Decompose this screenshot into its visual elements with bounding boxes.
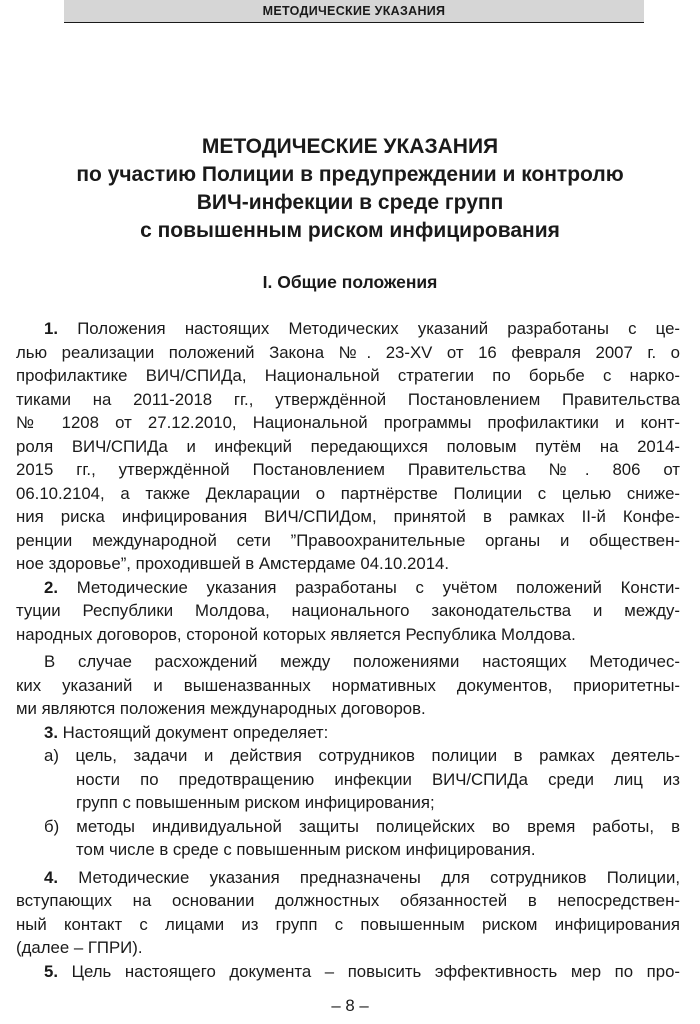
text-line: ренции международной сети ”Правоохранительные органы и обществен- bbox=[16, 530, 680, 550]
text-line: ния риска инфицирования ВИЧ/СПИДом, принятой в рамках II-й Конфе- bbox=[16, 507, 680, 526]
title-line: ВИЧ-инфекции в среде групп bbox=[196, 191, 504, 214]
paragraph-number: 1. bbox=[44, 319, 58, 338]
text-line: ный контакт с лицами из групп с повышенным риском инфицирования bbox=[16, 914, 680, 934]
title-line: МЕТОДИЧЕСКИЕ УКАЗАНИЯ bbox=[201, 135, 499, 158]
text-line: лью реализации положений Закона №. 23-XV от 16 февраля 2007 г. о bbox=[16, 342, 680, 362]
paragraph-number: 4. bbox=[44, 867, 58, 887]
text-line bbox=[16, 960, 680, 984]
text-line: вступающих на основании должностных обязанностей в непосредствен- bbox=[16, 891, 680, 910]
title-line: по участию Полиции в предупреждении и контролю bbox=[76, 163, 624, 186]
text-line: ности по предотвращению инфекции ВИЧ/СПИДа среди лиц из bbox=[76, 769, 680, 789]
text-line: б) методы индивидуальной защиты полицейских во время работы, в bbox=[44, 816, 680, 836]
text-line: ное здоровье”, проходившей в Амстердаме 04.10.2014. bbox=[16, 554, 450, 573]
text-line bbox=[16, 576, 680, 600]
text-line: роля ВИЧ/СПИДа и инфекций передающихся половым путём на 2014- bbox=[16, 436, 680, 456]
text-line bbox=[16, 866, 680, 890]
text-line: ми являются положения международных договоров. bbox=[16, 699, 426, 718]
text-fragment: Методические указания разработаны с учётом положений Консти- bbox=[58, 577, 680, 597]
text-fragment: Методические указания предназначены для сотрудников Полиции, bbox=[58, 867, 680, 887]
text-line: № 1208 от 27.12.2010, Национальной программы профилактики и конт- bbox=[16, 413, 680, 432]
list-item-b bbox=[16, 815, 680, 862]
text-line: 06.10.2104, а также Декларации о партнёрстве Полиции с целью сниже- bbox=[16, 483, 680, 503]
paragraph-1 bbox=[16, 317, 680, 576]
paragraph-5 bbox=[16, 960, 680, 984]
text-line: том числе в среде с повышенным риском инфицирования. bbox=[76, 840, 536, 859]
paragraph-2b bbox=[16, 650, 680, 721]
page-number: – 8 – bbox=[331, 996, 369, 1015]
running-header: МЕТОДИЧЕСКИЕ УКАЗАНИЯ bbox=[64, 0, 644, 23]
text-line: а) цель, задачи и действия сотрудников полиции в рамках деятель- bbox=[44, 746, 680, 765]
paragraph-number: 2. bbox=[44, 577, 58, 597]
title-line: с повышенным риском инфицирования bbox=[140, 219, 560, 242]
paragraph-3 bbox=[16, 721, 680, 745]
text-line: ких указаний и вышеназванных нормативных документов, приоритетны- bbox=[16, 675, 680, 695]
text-line: тиками на 2011-2018 гг., утверждённой Постановлением Правительства bbox=[16, 389, 680, 409]
paragraph-number: 3. bbox=[44, 722, 58, 742]
text-line: групп с повышенным риском инфицирования; bbox=[76, 793, 435, 812]
text-line: (далее – ГПРИ). bbox=[16, 938, 143, 957]
paragraph-4 bbox=[16, 866, 680, 960]
paragraph-number: 5. bbox=[44, 961, 58, 981]
text-line bbox=[16, 721, 680, 745]
text-line: туции Республики Молдова, национального законодательства и между- bbox=[16, 601, 680, 620]
text-line bbox=[16, 317, 680, 341]
text-fragment: Настоящий документ определяет: bbox=[58, 722, 329, 742]
text-line: народных договоров, стороной которых является Республика Молдова. bbox=[16, 624, 576, 644]
body-text bbox=[16, 317, 680, 983]
paragraph-2 bbox=[16, 576, 680, 647]
text-line: В случае расхождений между положениями настоящих Методичес- bbox=[44, 652, 680, 671]
section-heading: I. Общие положения bbox=[262, 272, 438, 292]
text-line: 2015 гг., утверждённой Постановлением Правительства №. 806 от bbox=[16, 460, 680, 479]
text-fragment: Цель настоящего документа – повысить эффективность мер по про- bbox=[58, 961, 680, 981]
list-item-a bbox=[16, 744, 680, 815]
document-title bbox=[10, 133, 690, 245]
text-fragment: Положения настоящих Методических указаний разработаны с це- bbox=[58, 319, 680, 338]
text-line: профилактике ВИЧ/СПИДа, Национальной стратегии по борьбе с нарко- bbox=[16, 366, 680, 385]
